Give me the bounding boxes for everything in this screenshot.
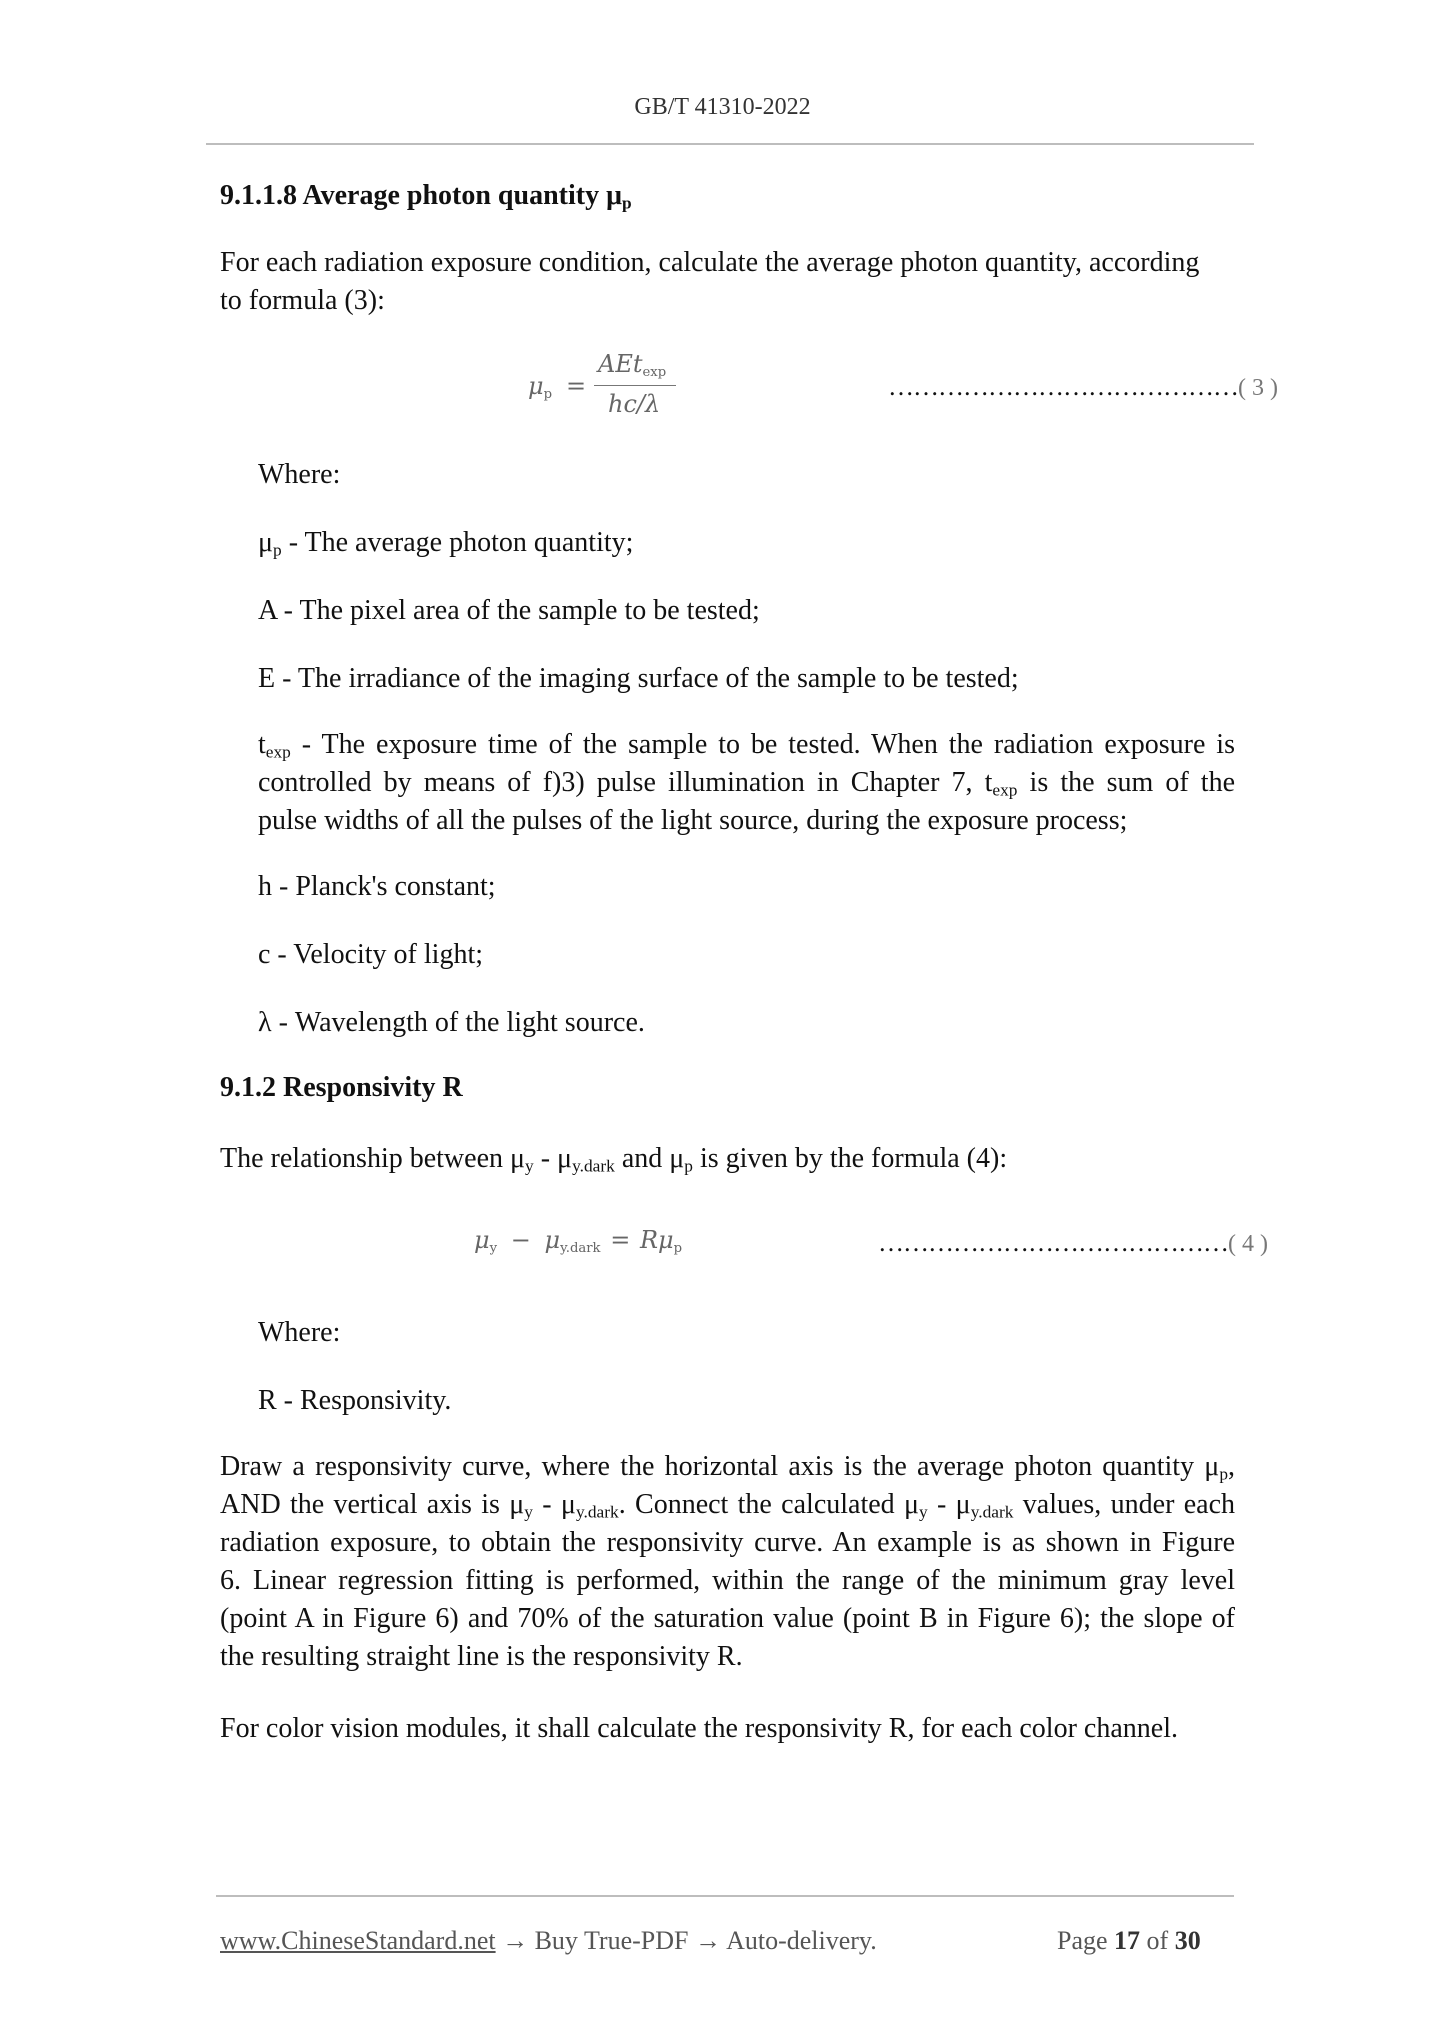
- page-indicator: Page 17 of 30: [1057, 1926, 1201, 1955]
- footer-rule: [216, 1895, 1234, 1897]
- where-label-1: Where:: [258, 459, 341, 490]
- formula-3-number: (3): [1238, 375, 1284, 401]
- formula-3: μp = AEtexp hc/λ: [528, 350, 688, 430]
- def-E: E - The irradiance of the imaging surface of the sample to be tested;: [258, 663, 1019, 694]
- section-title-9118: 9.1.1.8 Average photon quantity $\mu_p$: [220, 180, 632, 213]
- def-A: A - The pixel area of the sample to be tested;: [258, 595, 760, 626]
- arrow-right-icon: →: [695, 1926, 721, 1955]
- color-paragraph: For color vision modules, it shall calculate the responsivity R, for each color channel.: [220, 1713, 1178, 1744]
- buy-text: Buy True-PDF: [534, 1926, 689, 1955]
- page-total: 30: [1174, 1926, 1201, 1955]
- where-label-2: Where:: [258, 1317, 341, 1348]
- section-title-912: 9.1.2 Responsivity R: [220, 1072, 463, 1103]
- def-h: h - Planck's constant;: [258, 871, 496, 902]
- header-rule: [206, 143, 1254, 145]
- standard-code: GB/T 41310-2022: [634, 94, 811, 120]
- fraction-bar: [594, 385, 676, 386]
- relationship-sentence: The relationship between $\mu_y - \mu_{y.dark}$ and $\mu_p$ is given by the formula (4):: [220, 1143, 1008, 1176]
- formula-3-leader: ……………………………………(3): [888, 372, 1284, 401]
- intro-paragraph: For each radiation exposure condition, calculate the average photon quantity, according to formula (3):: [220, 247, 1200, 316]
- page-number: 17: [1114, 1926, 1141, 1955]
- page-header: [0, 94, 1445, 121]
- footer-left: [220, 1926, 877, 1956]
- responsivity-paragraph: Draw a responsivity curve, where the horizontal axis is the average photon quantity $\mu_p$, AND the vertical axis is $\mu_y - \mu_{y.dark}$. Connect the calculated $\mu_y - \mu_{y.dark}$ values, under each radiation exposure, to obtain the responsivity curve. An example is as shown in Figure 6. Linear regression fitting is performed, within the range of the minimum gray level (point A in Figure 6) and 70% of the saturation value (point B in Figure 6); the slope of the resulting straight line is the responsivity R.: [220, 1451, 1236, 1672]
- formula-4-number: (4): [1228, 1231, 1274, 1257]
- def-mu-p: $\mu_p$ - The average photon quantity;: [258, 527, 634, 560]
- formula-4-leader: ……………………………………(4): [878, 1228, 1274, 1257]
- site-link[interactable]: www.ChineseStandard.net: [220, 1926, 496, 1955]
- def-R: R - Responsivity.: [258, 1385, 452, 1416]
- arrow-right-icon: →: [502, 1926, 529, 1955]
- delivery-text: Auto-delivery.: [726, 1926, 877, 1955]
- def-c: c - Velocity of light;: [258, 939, 483, 970]
- def-lambda: λ - Wavelength of the light source.: [258, 1007, 645, 1038]
- formula-4: μy − μy.dark = Rμp: [474, 1226, 683, 1256]
- def-t-exp: $t_{exp}$ - The exposure time of the sample to be tested. When the radiation exposure is controlled by means of f)3) pulse illumination in Chapter 7, $t_{exp}$ is the sum of the pulse widths of all the pulses of the light source, during the exposure process;: [258, 729, 1235, 836]
